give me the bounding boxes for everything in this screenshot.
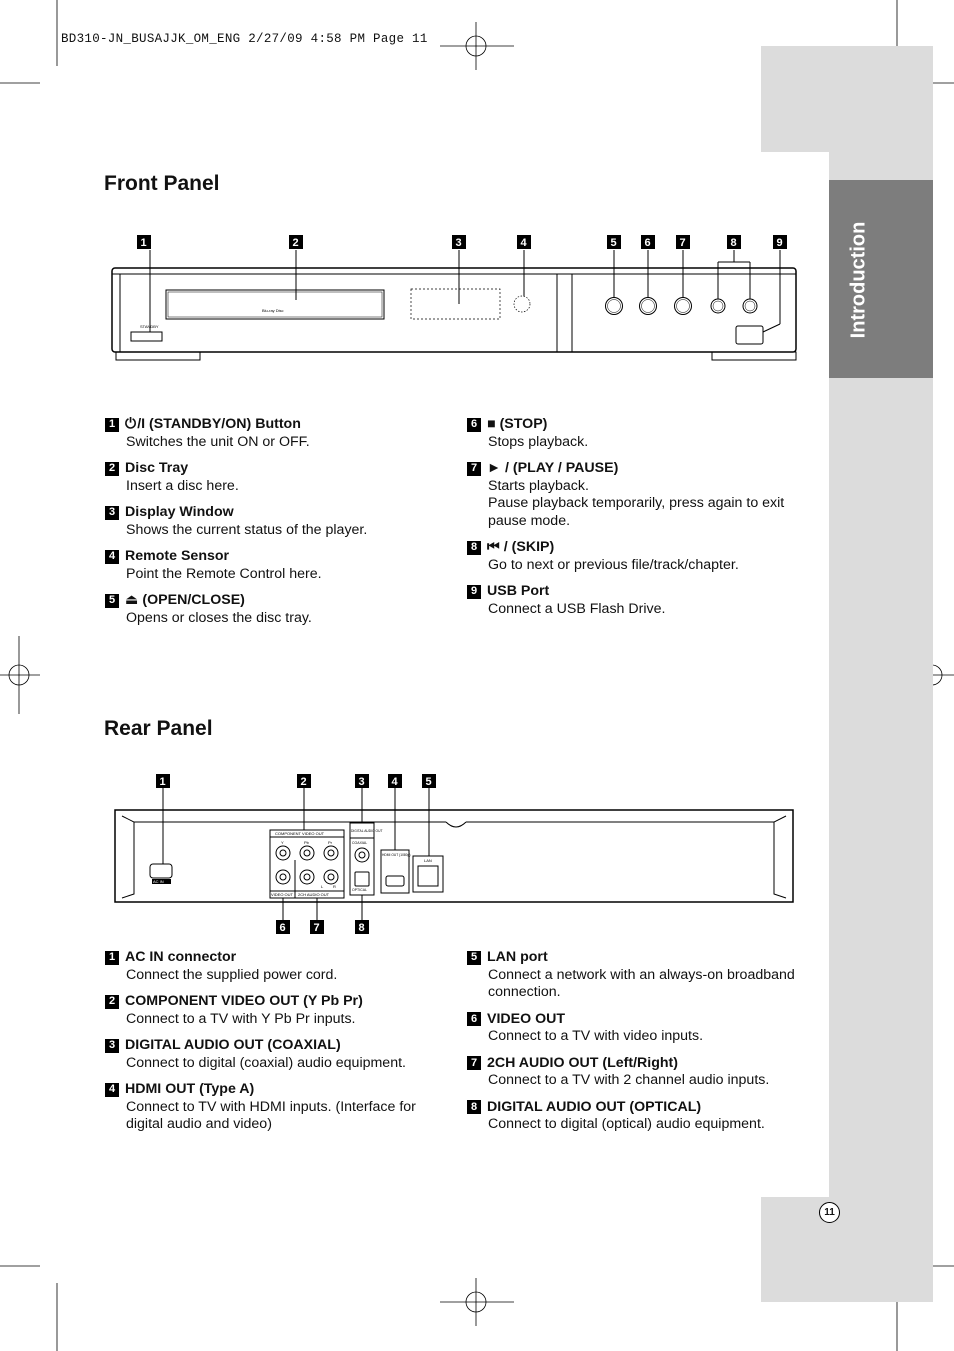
item-description: Shows the current status of the player. — [126, 521, 368, 538]
front-item — [105, 548, 435, 583]
item-description: Connect to a TV with Y Pb Pr inputs. — [126, 1010, 356, 1027]
audio-2ch-label: 2CH AUDIO OUT — [298, 892, 330, 897]
item-title: / (PLAY / PAUSE) — [505, 460, 619, 476]
item-title: AC IN connector — [125, 949, 237, 965]
item-title: DIGITAL AUDIO OUT (OPTICAL) — [487, 1098, 702, 1115]
skip-back-icon: ⏮ — [487, 539, 500, 555]
front-item — [105, 592, 435, 627]
item-description: Connect a network with an always-on broadband connection. — [488, 966, 795, 1000]
item-description: Connect to digital (coaxial) audio equipment. — [126, 1054, 406, 1071]
front-panel-heading: Front Panel — [104, 172, 220, 195]
pr-label: Pr — [328, 840, 332, 845]
rear-callout-5: 5 — [425, 776, 432, 788]
rear-panel-heading: Rear Panel — [104, 717, 213, 740]
rear-item — [467, 1011, 797, 1046]
lan-label: LAN — [424, 858, 432, 863]
item-description: Connect the supplied power cord. — [126, 966, 338, 983]
item-description: Stops playback. — [488, 433, 589, 450]
rear-item — [467, 949, 797, 1002]
front-callout-6: 6 — [644, 237, 651, 249]
item-title: USB Port — [487, 583, 550, 599]
digital-label: DIGITAL AUDIO OUT — [351, 829, 383, 833]
rear-panel-diagram — [100, 770, 804, 940]
item-number-badge: 4 — [105, 1083, 119, 1097]
rear-callout-3: 3 — [358, 776, 365, 788]
item-number-badge: 9 — [467, 585, 481, 599]
rear-item — [105, 1037, 435, 1072]
rear-callout-7: 7 — [313, 922, 320, 934]
rear-labels — [152, 829, 432, 897]
item-title: VIDEO OUT — [487, 1010, 566, 1027]
rear-item — [467, 1099, 797, 1134]
stop-icon: ■ — [487, 416, 496, 432]
front-callout-2: 2 — [292, 237, 299, 249]
front-callouts — [137, 235, 787, 249]
side-band-bottom — [761, 1197, 933, 1302]
front-item — [467, 539, 797, 574]
item-description: Go to next or previous file/track/chapter. — [488, 556, 739, 573]
front-item — [105, 504, 435, 539]
front-item — [105, 460, 435, 495]
item-description: Starts playback. Pause playback temporarily, press again to exit pause mode. — [488, 477, 785, 529]
item-title: DIGITAL AUDIO OUT (COAXIAL) — [125, 1037, 341, 1053]
optical-label: OPTICAL — [352, 888, 367, 892]
front-panel-list-left — [105, 416, 435, 636]
item-number-badge: 4 — [105, 550, 119, 564]
y-label: Y — [281, 840, 284, 845]
front-item — [467, 460, 797, 530]
item-number-badge: 1 — [105, 418, 119, 432]
item-description: Connect a USB Flash Drive. — [488, 600, 666, 617]
video-out-label: VIDEO OUT — [271, 892, 294, 897]
pb-label: Pb — [304, 840, 309, 845]
front-item — [105, 416, 435, 451]
item-number-badge: 7 — [467, 1056, 481, 1070]
item-title: (OPEN/CLOSE) — [142, 592, 245, 608]
front-callout-9: 9 — [776, 237, 783, 249]
item-number-badge: 5 — [105, 594, 119, 608]
play-icon: ► — [487, 460, 502, 476]
item-number-badge: 7 — [467, 462, 481, 476]
section-tab[interactable] — [829, 180, 933, 378]
section-tab-label: Introduction — [847, 221, 870, 339]
item-number-badge: 5 — [467, 951, 481, 965]
front-item — [467, 416, 797, 451]
item-number-badge: 8 — [467, 1100, 481, 1114]
item-title: Display Window — [125, 504, 234, 520]
front-item — [467, 583, 797, 618]
rear-callout-1: 1 — [159, 776, 166, 788]
side-band-top — [761, 46, 933, 152]
front-callout-7: 7 — [679, 237, 686, 249]
item-title: (STOP) — [499, 416, 548, 432]
item-number-badge: 8 — [467, 541, 481, 555]
front-callout-4: 4 — [520, 237, 527, 249]
front-callout-3: 3 — [455, 237, 462, 249]
item-title: LAN port — [487, 949, 548, 965]
item-description: Opens or closes the disc tray. — [126, 609, 312, 626]
item-number-badge: 2 — [105, 995, 119, 1009]
front-callout-1: 1 — [140, 237, 147, 249]
r-label: R — [333, 884, 336, 889]
item-title: COMPONENT VIDEO OUT (Y Pb Pr) — [125, 993, 363, 1009]
component-label: COMPONENT VIDEO OUT — [275, 831, 325, 836]
item-description: Connect to TV with HDMI inputs. (Interface for digital audio and video) — [126, 1098, 416, 1132]
item-number-badge: 2 — [105, 462, 119, 476]
item-number-badge: 6 — [467, 418, 481, 432]
item-number-badge: 1 — [105, 951, 119, 965]
hdmi-label: HDMI OUT (1080p) — [382, 853, 411, 857]
front-standby-text: STANDBY — [140, 324, 159, 329]
item-title: HDMI OUT (Type A) — [125, 1081, 255, 1097]
front-disc-logo: Blu-ray Disc — [262, 308, 284, 313]
rear-callout-2: 2 — [300, 776, 307, 788]
item-title: Remote Sensor — [125, 548, 230, 564]
page-number: 11 — [819, 1202, 840, 1223]
print-slug: BD310-JN_BUSAJJK_OM_ENG 2/27/09 4:58 PM Page 11 — [61, 32, 428, 46]
front-callout-5: 5 — [610, 237, 617, 249]
rear-item — [467, 1055, 797, 1090]
ac-in-label: AC IN — [153, 879, 164, 884]
item-description: Connect to a TV with 2 channel audio inputs. — [488, 1072, 770, 1088]
front-panel-list-right — [467, 416, 797, 627]
rear-item — [105, 949, 435, 984]
item-description: Connect to digital (optical) audio equipment. — [488, 1116, 765, 1132]
power-icon: ⏻ — [125, 416, 137, 432]
item-description: Insert a disc here. — [126, 477, 239, 494]
item-description: Switches the unit ON or OFF. — [126, 433, 310, 450]
item-number-badge: 3 — [105, 1039, 119, 1053]
rear-callout-4: 4 — [391, 776, 398, 788]
item-description: Point the Remote Control here. — [126, 565, 322, 582]
item-title: Disc Tray — [125, 460, 189, 476]
front-callout-8: 8 — [730, 237, 737, 249]
item-description: Connect to a TV with video inputs. — [488, 1028, 704, 1044]
item-title: 2CH AUDIO OUT (Left/Right) — [487, 1054, 678, 1071]
front-panel-diagram — [100, 228, 804, 364]
item-number-badge: 6 — [467, 1012, 481, 1026]
rear-item — [105, 1081, 435, 1134]
rear-item — [105, 993, 435, 1028]
item-title: / (SKIP) — [503, 539, 555, 555]
coaxial-label: COAXIAL — [352, 841, 368, 845]
item-number-badge: 3 — [105, 506, 119, 520]
rear-callout-6: 6 — [279, 922, 286, 934]
rear-callout-8: 8 — [358, 922, 365, 934]
item-title: /I (STANDBY/ON) Button — [137, 416, 301, 432]
eject-icon: ⏏ — [125, 592, 139, 608]
l-label: L — [321, 884, 324, 889]
rear-panel-list-left — [105, 949, 435, 1143]
rear-panel-list-right — [467, 949, 797, 1143]
